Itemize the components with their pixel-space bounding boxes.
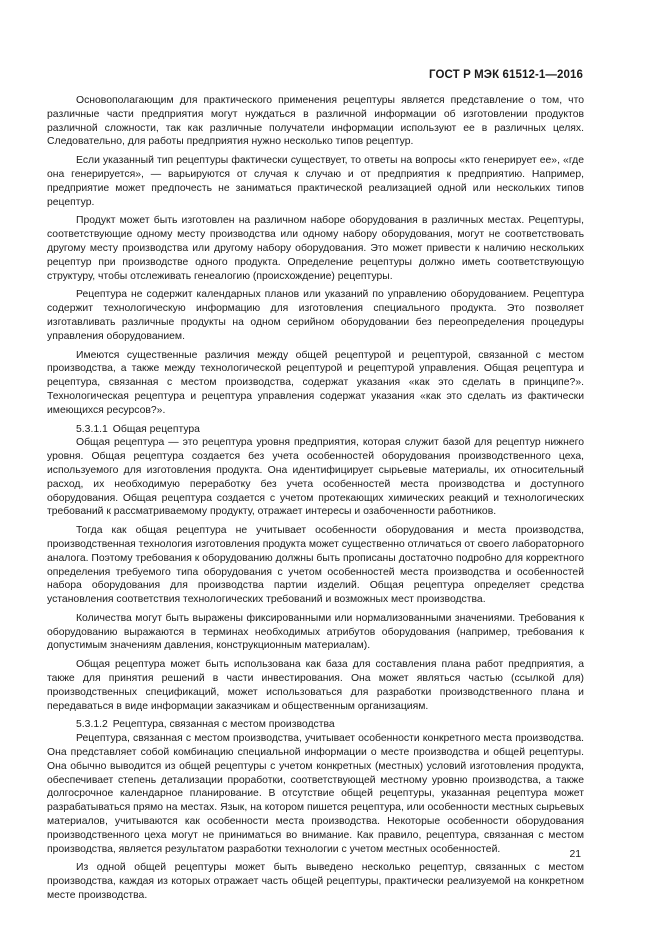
paragraph: Имеются существенные различия между общей рецептурой и рецептурой, связанной с местом производства, а также между технологической рецептурой и рецептурой управления. Общая рецептура и рецептура, связанная с местом производства, содержат указания «как это сделать в принципе?». Технологическая рецептура и рецептура управления содержат указания «как это сделать из фактически имеющихся ресурсов?». [47,349,584,416]
section-title: Общая рецептура [112,423,200,435]
standard-designation: ГОСТ Р МЭК 61512-1—2016 [429,69,583,81]
section-heading-site-recipe [76,718,584,732]
paragraph: Если указанный тип рецептуры фактически существует, то ответы на вопросы «кто генерирует ее», «где она генерируется», — варьируются от случая к случаю и от предприятия к предприятию. Например, предприятие может предпочесть не заниматься практической реализацией одной или нескольких типов рецептур. [47,155,584,208]
paragraph: Тогда как общая рецептура не учитывает особенности оборудования и места производства, производственная технология изготовления продукта может существенно отличаться от своего лабораторного аналога. Поэтому требования к оборудованию должны быть прописаны достаточно подробно для корректного определения требуемого типа оборудования с учетом особенностей места производства и особенностей набора оборудования для производства партии изделий. Общая рецептура определяет средства установления соответствия технологических требований и возможных мест производства. [47,525,584,606]
document-body [47,94,584,903]
paragraph: Рецептура, связанная с местом производства, учитывает особенности конкретного места производства. Она представляет собой комбинацию специальной информации о месте производства и общей рецептуры. Она обычно выводится из общей рецептуры с учетом конкретных (местных) условий изготовления продукта, обеспечивает степень детализации проработки, соответствующей местному уровню производства, а также долгосрочное календарное планирование. В отсутствие общей рецептуры, указанная рецептура может разрабатываться прямо на местах. Язык, на котором пишется рецептура, или особенности местных сырьевых материалов, учитываются как особенности места производства. Некоторые особенности оборудования производственного цеха могут не приниматься во внимание. Как правило, рецептура, связанная с местом производства, является результатом разработки технологии с учетом местных особенностей. [47,733,584,855]
section-number: 5.3.1.2 [76,719,108,731]
paragraph: Общая рецептура — это рецептура уровня предприятия, которая служит базой для рецептур нижнего уровня. Общая рецептура создается без учета особенностей оборудования производственного цеха, используемого для изготовления продукта. Она идентифицирует сырьевые материалы, их относительный расход, их необходимую переработку без учета особенностей места производства и доступного оборудования. Общая рецептура создается с учетом протекающих химических реакций и технологических требований к рассматриваемому продукту, отражает интересы и озабоченности работников. [47,437,584,518]
paragraph: Продукт может быть изготовлен на различном наборе оборудования в различных местах. Рецептуры, соответствующие одному месту производства или одному набору оборудования, могут не соответствовать другому месту производства или другому набору оборудования. Это может привести к наличию нескольких рецептур при производстве одного продукта. Определение рецептуры должно иметь соответствующую структуру, чтобы отслеживать генеалогию (происхождение) рецептуры. [47,215,584,282]
paragraph: Общая рецептура может быть использована как база для составления плана работ предприятия, а также для принятия решений в части инвестирования. Она может являться частью (ссылкой для) производственных спецификаций, может использоваться для разработки производственного плана и передаваться в виде информации заказчикам и общественным организациям. [47,659,584,712]
paragraph: Из одной общей рецептуры может быть выведено несколько рецептур, связанных с местом производства, каждая из которых отражает часть общей рецептуры, практически реализуемой на конкретном месте производства. [47,862,584,902]
page-number: 21 [569,849,581,860]
paragraph: Основополагающим для практического применения рецептуры является представление о том, что различные части предприятия могут нуждаться в различной информации об изготовлении продуктов различной сложности, так как различные получатели информации используют ее в различных целях. Следовательно, для работы предприятия нужно несколько типов рецептур. [47,95,584,148]
paragraph: Рецептура не содержит календарных планов или указаний по управлению оборудованием. Рецептура содержит технологическую информацию для изготовления специального продукта. Это позволяет изготавливать различные продукты на одном серийном оборудовании без переопределения процедуры управления оборудованием. [47,289,584,342]
section-title: Рецептура, связанная с местом производства [112,719,335,731]
paragraph: Количества могут быть выражены фиксированными или нормализованными значениями. Требования к оборудованию выражаются в терминах необходимых атрибутов оборудования (например, требования к допустимым значениям давления, конструкционным материалам). [47,612,584,652]
section-number: 5.3.1.1 [76,423,108,435]
section-heading-general-recipe [76,423,584,437]
